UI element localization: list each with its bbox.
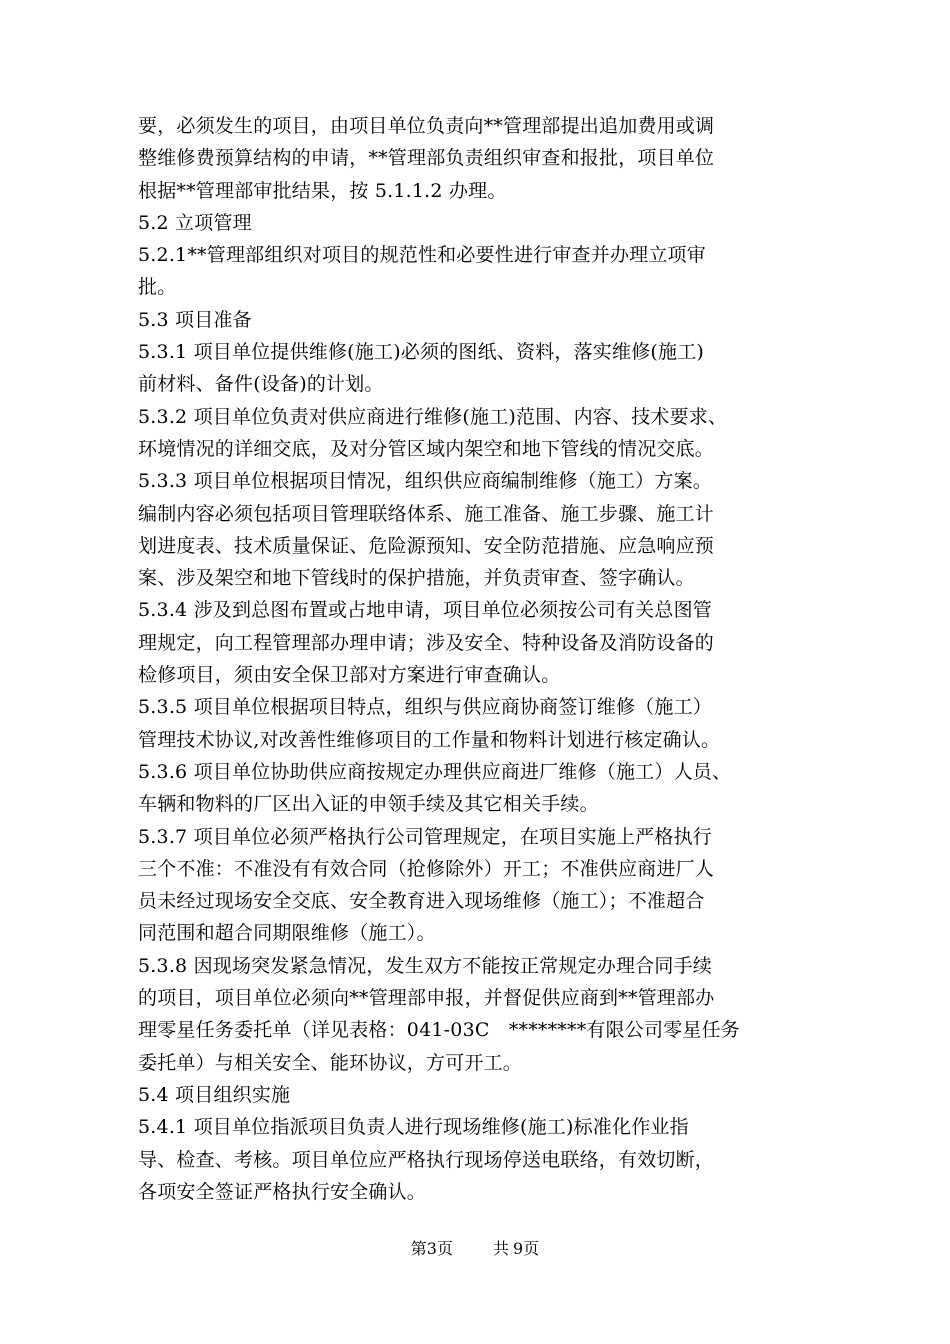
text-line: 检修项目，须由安全保卫部对方案进行审查确认。	[138, 664, 561, 687]
text-line: 各项安全签证严格执行安全确认。	[138, 1180, 427, 1203]
page-footer	[0, 1238, 950, 1260]
text-line: 5.3.4 涉及到总图布置或占地申请，项目单位必须按公司有关总图管	[138, 599, 712, 622]
section-heading: 5.3 项目准备	[138, 308, 252, 331]
footer-page-prefix: 第	[410, 1239, 427, 1258]
footer-page-number: 3	[426, 1239, 437, 1258]
text-line: 5.3.8 因现场突发紧急情况，发生双方不能按正常规定办理合同手续	[138, 954, 712, 977]
document-body	[138, 110, 818, 1208]
text-line: 5.4.1 项目单位指派项目负责人进行现场维修(施工)标准化作业指	[138, 1116, 689, 1139]
section-heading: 5.4 项目组织实施	[138, 1083, 291, 1106]
text-line: 编制内容必须包括项目管理联络体系、施工准备、施工步骤、施工计	[138, 502, 715, 525]
text-line: 划进度表、技术质量保证、危险源预知、安全防范措施、应急响应预	[138, 534, 715, 557]
text-line: 整维修费预算结构的申请，**管理部负责组织审查和报批，项目单位	[138, 147, 715, 170]
text-line: 前材料、备件(设备)的计划。	[138, 373, 384, 396]
text-line: 5.3.5 项目单位根据项目特点，组织与供应商协商签订维修（施工）	[138, 696, 712, 719]
text-line: 5.2.1**管理部组织对项目的规范性和必要性进行审查并办理立项审	[138, 244, 706, 267]
text-line: 5.3.1 项目单位提供维修(施工)必须的图纸、资料，落实维修(施工)	[138, 341, 705, 364]
text-line: 的项目，项目单位必须向**管理部申报，并督促供应商到**管理部办	[138, 987, 715, 1010]
text-line: 导、检查、考核。项目单位应严格执行现场停送电联络，有效切断，	[138, 1148, 715, 1171]
text-line: 管理技术协议,对改善性维修项目的工作量和物料计划进行核定确认。	[138, 728, 721, 751]
text-line: 车辆和物料的厂区出入证的申领手续及其它相关手续。	[138, 793, 599, 816]
text-line: 环境情况的详细交底，及对分管区域内架空和地下管线的情况交底。	[138, 437, 715, 460]
text-line: 5.3.6 项目单位协助供应商按规定办理供应商进厂维修（施工）人员、	[138, 760, 732, 783]
text-line: 5.3.2 项目单位负责对供应商进行维修(施工)范围、内容、技术要求、	[138, 405, 728, 428]
footer-total-number: 9	[513, 1239, 524, 1258]
text-line: 要，必须发生的项目，由项目单位负责向**管理部提出追加费用或调	[138, 115, 715, 137]
section-heading: 5.2 立项管理	[138, 211, 252, 234]
footer-total-prefix: 共	[493, 1239, 510, 1258]
text-line: 根据**管理部审批结果，按 5.1.1.2 办理。	[138, 179, 507, 202]
text-line: 案、涉及架空和地下管线时的保护措施，并负责审查、签字确认。	[138, 567, 695, 590]
text-line: 员未经过现场安全交底、安全教育进入现场维修（施工）；不准超合	[138, 890, 705, 913]
text-line: 5.3.3 项目单位根据项目情况，组织供应商编制维修（施工）方案。	[138, 470, 712, 493]
text-line: 5.3.7 项目单位必须严格执行公司管理规定，在项目实施上严格执行	[138, 825, 712, 848]
text-line: 委托单）与相关安全、能环协议，方可开工。	[138, 1051, 523, 1074]
text-line: 理规定，向工程管理部办理申请；涉及安全、特种设备及消防设备的	[138, 631, 715, 654]
text-line: 三个不准：不准没有有效合同（抢修除外）开工；不准供应商进厂人	[138, 857, 715, 880]
text-line: 同范围和超合同期限维修（施工）。	[138, 922, 436, 945]
text-line: 理零星任务委托单（详见表格：041-03C ********有限公司零星任务	[138, 1019, 741, 1042]
text-line: 批。	[138, 276, 177, 299]
footer-page-suffix: 页	[436, 1239, 453, 1258]
footer-total-suffix: 页	[523, 1239, 540, 1258]
